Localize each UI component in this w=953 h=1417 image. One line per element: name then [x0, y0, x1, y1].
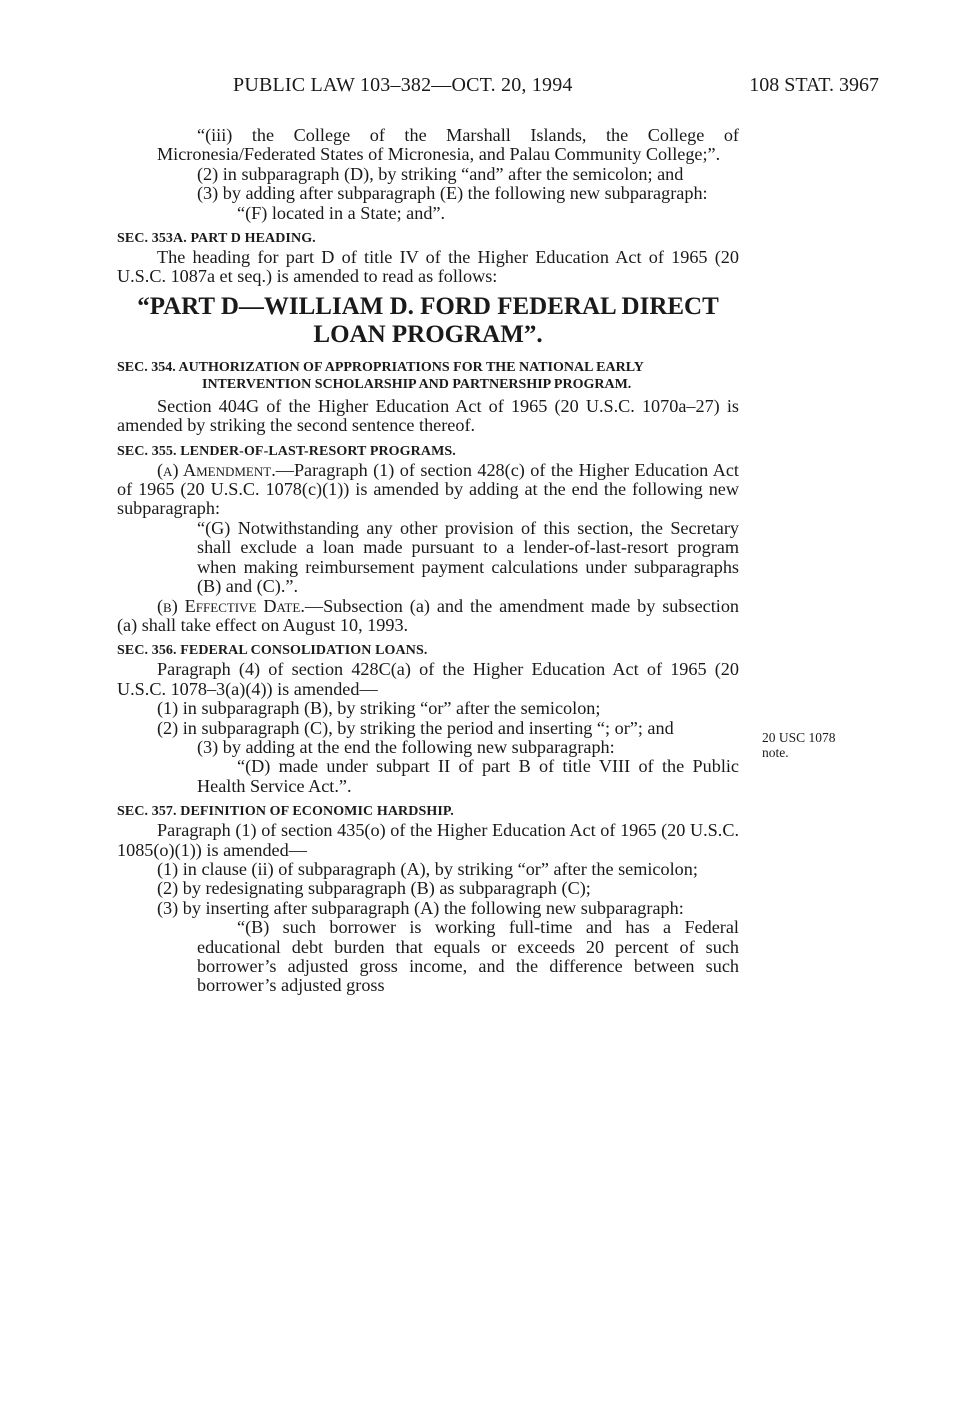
margin-note-line: note. [762, 745, 789, 760]
paragraph: “(iii) the College of the Marshall Islands, the College of Micronesia/Federated States of Micronesia, and Palau Community College;”. [157, 125, 739, 165]
paragraph: (2) by redesignating subparagraph (B) as subparagraph (C); [157, 878, 591, 899]
document-body [117, 126, 739, 996]
running-head: PUBLIC LAW 103–382—OCT. 20, 1994 [233, 74, 573, 96]
paragraph: (3) by adding after subparagraph (E) the following new subparagraph: [197, 183, 708, 204]
paragraph: (3) by inserting after subparagraph (A) the following new subparagraph: [157, 897, 684, 918]
paragraph: (2) in subparagraph (C), by striking the period and inserting “; or”; and [157, 717, 674, 738]
paragraph: (3) by adding at the end the following new subparagraph: [197, 736, 615, 757]
subsection-lead: (a) Amendment. [157, 459, 276, 480]
paragraph: “(F) located in a State; and”. [237, 202, 446, 223]
paragraph: Section 404G of the Higher Education Act of 1965 (20 U.S.C. 1070a–27) is amended by striking the second sentence thereof. [117, 395, 739, 436]
section-heading: SEC. 355. LENDER-OF-LAST-RESORT PROGRAMS. [117, 443, 456, 459]
margin-note-line: 20 USC 1078 [762, 730, 836, 745]
paragraph: Paragraph (1) of section 435(o) of the Higher Education Act of 1965 (20 U.S.C. 1085(o)(1)) is amended— [117, 820, 739, 860]
paragraph: (1) in subparagraph (B), by striking “or” after the semicolon; [157, 698, 601, 719]
section-heading: SEC. 357. DEFINITION OF ECONOMIC HARDSHIP. [117, 804, 454, 820]
section-heading: SEC. 354. AUTHORIZATION OF APPROPRIATIONS FOR THE NATIONAL EARLY INTERVENTION SCHOLARSHIP AND PARTNERSHIP PROGRAM. [117, 359, 644, 392]
margin-note [762, 730, 872, 760]
paragraph: Paragraph (4) of section 428C(a) of the Higher Education Act of 1965 (20 U.S.C. 1078–3(a)(4)) is amended— [117, 659, 739, 699]
paragraph: The heading for part D of title IV of the Higher Education Act of 1965 (20 U.S.C. 1087a et seq.) is amended to read as follows: [117, 247, 739, 287]
paragraph [117, 597, 739, 636]
section-heading: SEC. 356. FEDERAL CONSOLIDATION LOANS. [117, 643, 428, 659]
paragraph: “(D) made under subpart II of part B of title VIII of the Public Health Service Act.”. [197, 756, 739, 796]
part-heading: “PART D—WILLIAM D. FORD FEDERAL DIRECT LOAN PROGRAM”. [137, 292, 719, 348]
paragraph: (1) in clause (ii) of subparagraph (A), by striking “or” after the semicolon; [157, 858, 698, 879]
paragraph-text: —Paragraph (1) of section 428(c) of the Higher Education Act of 1965 (20 U.S.C. 1078(c)(1)) is amended by adding at the end the following new subparagraph: [117, 459, 739, 519]
paragraph-text: —Subsection (a) and the amendment made by subsection (a) shall take effect on August 10, 1993. [117, 595, 740, 635]
paragraph: “(G) Notwithstanding any other provision of this section, the Secretary shall exclude a loan made pursuant to a lender-of-last-resort program when making reimbursement payment calculations under subparagraphs (B) and (C).”. [197, 517, 739, 597]
paragraph: “(B) such borrower is working full-time and has a Federal educational debt burden that equals or exceeds 20 percent of such borrower’s adjusted gross income, and the difference between such borrower’s adjusted gross [197, 917, 739, 996]
subsection-lead: (b) Effective Date. [157, 595, 305, 616]
paragraph: (2) in subparagraph (D), by striking “and” after the semicolon; and [197, 163, 684, 184]
stat-page-number: 108 STAT. 3967 [749, 74, 879, 96]
paragraph [117, 461, 739, 519]
section-heading: SEC. 353A. PART D HEADING. [117, 231, 316, 247]
